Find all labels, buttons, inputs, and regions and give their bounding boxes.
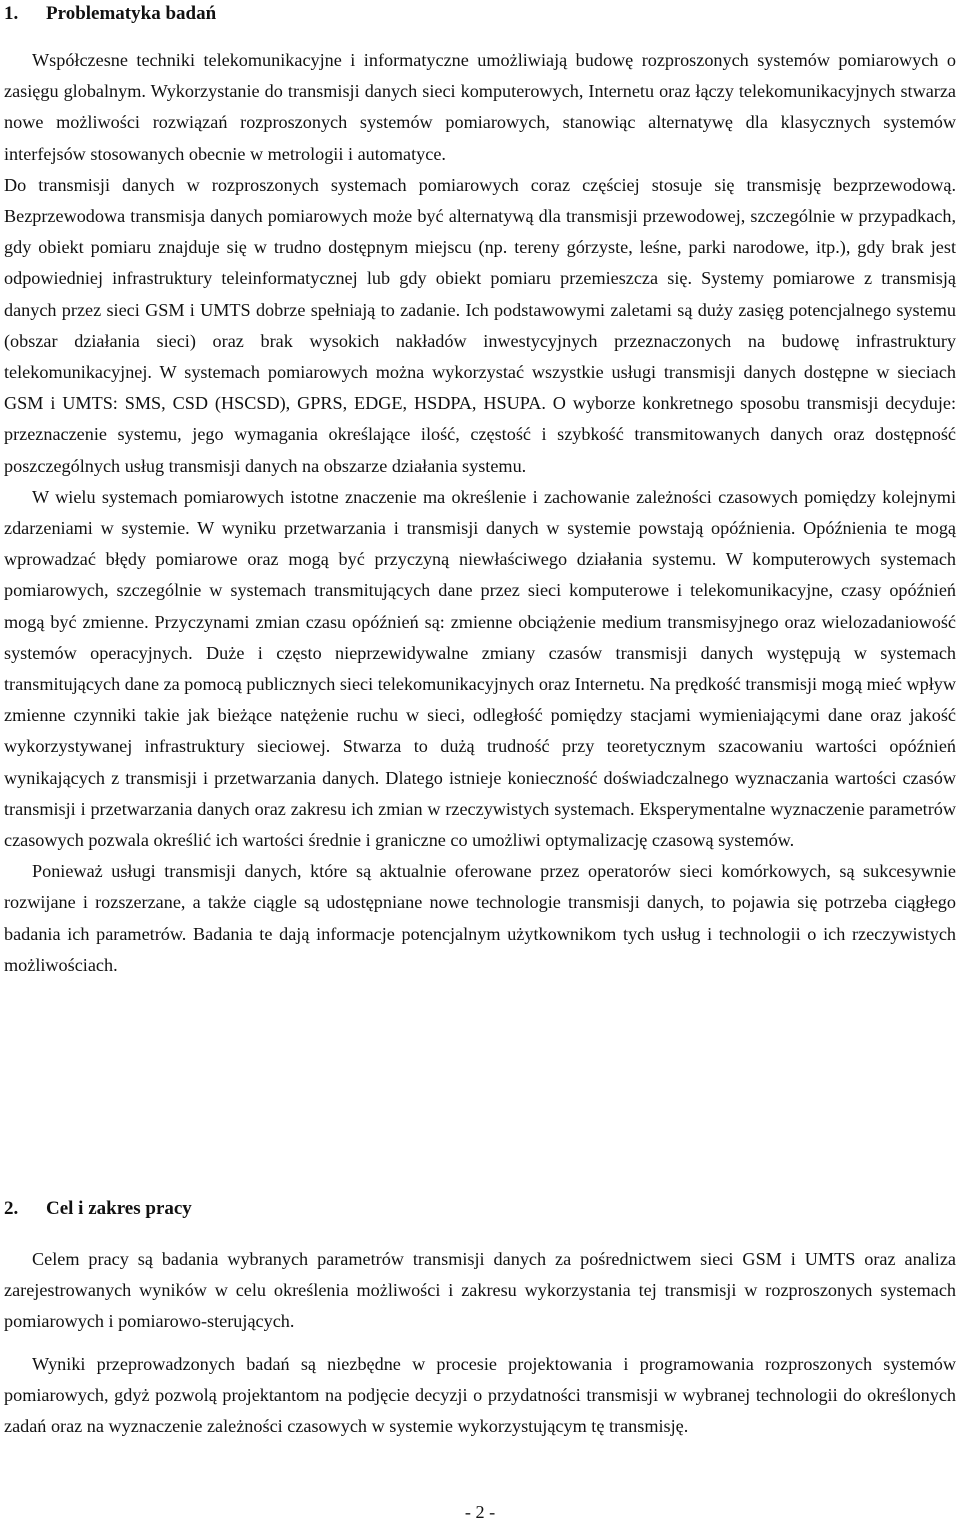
section-2-title: Cel i zakres pracy	[46, 1198, 192, 1219]
section-2-number: 2.	[4, 1198, 19, 1219]
section-1-number: 1.	[4, 3, 19, 24]
section-2-paragraph-2: Wyniki przeprowadzonych badań są niezbędne w procesie projektowania i programowania rozproszonych systemów pomiarowych, gdyż pozwolą projektantom na podjęcie decyzji o przydatności transmisji w wybranej technologii do określonych zadań oraz na wyznaczenie zależności czasowych w systemie wykorzystującym tę transmisję.	[4, 1353, 956, 1437]
section-1-heading	[4, 2, 216, 26]
section-1-paragraph-2: Do transmisji danych w rozproszonych systemach pomiarowych coraz częściej stosuje się transmisję bezprzewodową. Bezprzewodowa transmisja danych pomiarowych może być alternatywą dla transmisji przewodowej, szczególnie w przypadkach, gdy obiekt pomiaru znajduje się w trudno dostępnym miejscu (np. tereny górzyste, leśne, parki narodowe, itp.), gdy brak jest odpowiedniej infrastruktury teleinformatycznej lub gdy obiekt pomiaru przemieszcza się. Systemy pomiarowe z transmisją danych przez sieci GSM i UMTS dobrze spełniają to zadanie. Ich podstawowymi zaletami są duży zasięg potencjalnego systemu (obszar działania sieci) oraz brak wysokich nakładów inwestycyjnych przeznaczonych na budowę infrastruktury telekomunikacyjnej. W systemach pomiarowych można wykorzystać wszystkie usługi transmisji danych dostępne w sieciach GSM i UMTS: SMS, CSD (HSCSD), GPRS, EDGE, HSDPA, HSUPA. O wyborze konkretnego sposobu transmisji decyduje: przeznaczenie systemu, jego wymagania określające ilość, częstość i szybkość transmitowanych danych oraz dostępność poszczególnych usług transmisji danych na obszarze działania systemu.	[4, 174, 956, 476]
section-1-body	[4, 45, 956, 981]
section-2-paragraph-1: Celem pracy są badania wybranych parametrów transmisji danych za pośrednictwem sieci GSM i UMTS oraz analiza zarejestrowanych wyników w celu określenia możliwości i zakresu wykorzystania tej transmisji w rozproszonych systemach pomiarowych i pomiarowo-sterujących.	[4, 1249, 956, 1332]
paragraph-gap	[4, 1338, 956, 1349]
section-2-heading	[4, 1197, 192, 1221]
section-1-title: Problematyka badań	[46, 3, 217, 24]
page-number: - 2 -	[464, 1502, 496, 1522]
section-1-paragraph-1: Współczesne techniki telekomunikacyjne i informatyczne umożliwiają budowę rozproszonych systemów pomiarowych o zasięgu globalnym. Wykorzystanie do transmisji danych sieci komputerowych, Internetu oraz łączy telekomunikacyjnych stwarza nowe możliwości rozwiązań rozproszonych systemów pomiarowych, stanowiąc alternatywę dla klasycznych systemów interfejsów stosowanych obecnie w metrologii i automatyce.	[4, 50, 956, 164]
section-2-body	[4, 1244, 956, 1442]
section-1-paragraph-3: W wielu systemach pomiarowych istotne znaczenie ma określenie i zachowanie zależności czasowych pomiędzy kolejnymi zdarzeniami w systemie. W wyniku przetwarzania i transmisji danych w systemie powstają opóźnienia. Opóźnienia te mogą wprowadzać błędy pomiarowe oraz mogą być przyczyną niewłaściwego działania systemu. W komputerowych systemach pomiarowych, szczególnie w systemach transmitujących dane przez sieci komputerowe i telekomunikacyjne, czasy opóźnień mogą być zmienne. Przyczynami zmian czasu opóźnień są: zmienne obciążenie medium transmisyjnego oraz wielozadaniowość systemów operacyjnych. Duże i często nieprzewidywalne zmiany czasów transmisji danych występują w systemach transmitujących dane za pomocą publicznych sieci telekomunikacyjnych oraz Internetu. Na prędkość transmisji mogą mieć wpływ zmienne czynniki takie jak bieżące natężenie ruchu w sieci, odległość pomiędzy stacjami wymieniającymi dane oraz jakość wykorzystywanej infrastruktury sieciowej. Stwarza to dużą trudność przy teoretycznym szacowaniu wartości opóźnień wynikających z transmisji i przetwarzania danych. Dlatego istnieje konieczność doświadczalnego wyznaczania wartości czasów transmisji i przetwarzania danych oraz zakresu ich zmian w rzeczywistych systemach. Eksperymentalne wyznaczenie parametrów czasowych pozwala określić ich wartości średnie i graniczne co umożliwi optymalizację czasową systemów.	[4, 486, 956, 851]
section-1-paragraph-4: Ponieważ usługi transmisji danych, które są aktualnie oferowane przez operatorów sieci komórkowych, są sukcesywnie rozwijane i rozszerzane, a także ciągle są udostępniane nowe technologie transmisji danych, to pojawia się potrzeba ciągłego badania ich parametrów. Badania te dają informacje potencjalnym użytkownikom tych usług i technologii o ich rzeczywistych możliwościach.	[4, 861, 956, 975]
